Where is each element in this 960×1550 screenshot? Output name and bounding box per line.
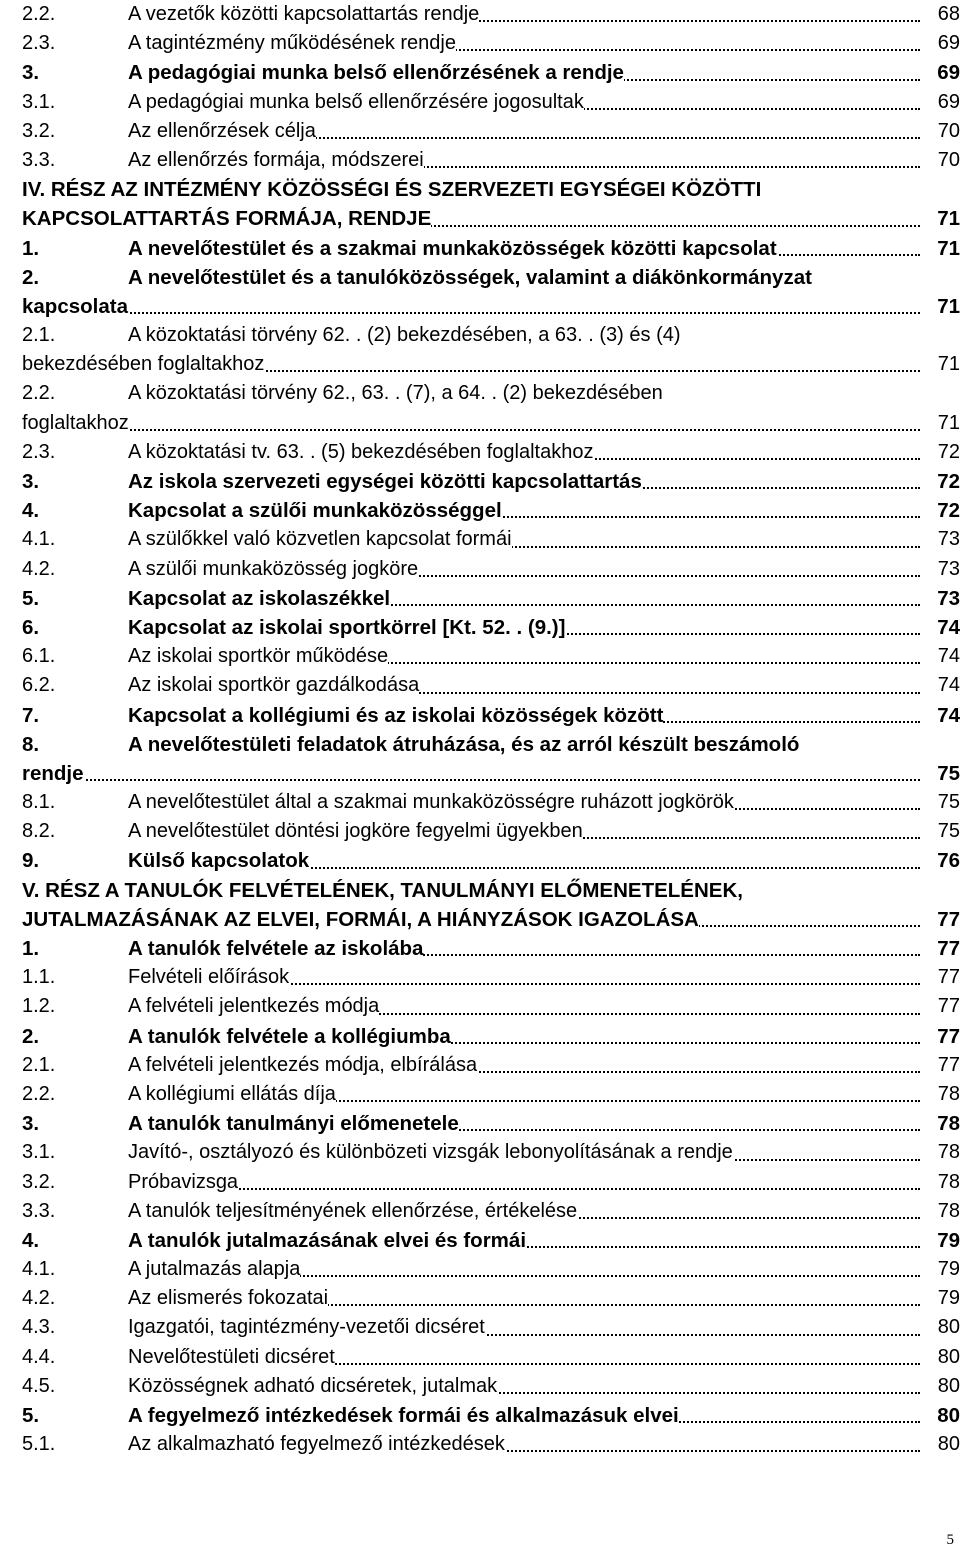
toc-entry-number: 2.2. — [22, 3, 56, 25]
toc-entry-page: 80 — [933, 1401, 960, 1430]
toc-entry[interactable] — [22, 1051, 960, 1080]
toc-entry-page: 77 — [934, 1051, 960, 1080]
toc-entry-page: 80 — [934, 1313, 960, 1342]
toc-entry-title-box — [128, 1138, 960, 1167]
toc-entry-page: 79 — [934, 1284, 960, 1313]
toc-entry-title-box — [128, 1401, 960, 1430]
toc-entry-title: A tanulók tanulmányi előmenetele — [128, 1112, 459, 1136]
toc-entry[interactable] — [22, 29, 960, 58]
toc-entry-page: 80 — [934, 1372, 960, 1401]
toc-entry-number: 3.1. — [22, 90, 56, 113]
toc-entry-title: A jutalmazás alapja — [128, 1258, 301, 1281]
toc-entry-title: Felvételi előírások — [128, 966, 290, 989]
toc-entry-number: 8.2. — [22, 820, 56, 843]
toc-entry-title: Az ellenőrzés formája, módszerei — [128, 148, 424, 171]
toc-entry[interactable] — [22, 1138, 960, 1167]
toc-entry-title: Igazgatói, tagintézmény-vezetői dicséret — [128, 1316, 485, 1339]
toc-entry-number: 4.1. — [22, 528, 56, 551]
toc-entry-title-box — [128, 846, 960, 875]
toc-entry-page: 73 — [934, 525, 960, 554]
toc-entry-title: A tanulók felvétele a kollégiumba — [128, 1024, 451, 1048]
toc-entry-title-box — [128, 1343, 960, 1372]
toc-entry[interactable] — [22, 992, 960, 1021]
toc-entry-title: rendje — [22, 761, 84, 785]
toc-entry[interactable] — [22, 1430, 960, 1459]
toc-entry-title: A tanulók felvétele az iskolába — [128, 937, 424, 960]
toc-entry-title: Kapcsolat az iskolai sportkörrel [Kt. 52. . (9.)] — [128, 615, 566, 639]
toc-entry-page: 78 — [934, 1080, 960, 1109]
toc-entry-title-box — [128, 1168, 960, 1197]
toc-entry[interactable] — [22, 146, 960, 175]
toc-entry-title: A pedagógiai munka belső ellenőrzésére jogosultak — [128, 90, 584, 113]
toc-entry-title: A fegyelmező intézkedések formái és alkalmazásuk elvei — [128, 1404, 679, 1427]
toc-entry-title-box — [128, 58, 960, 87]
toc-entry[interactable] — [22, 409, 960, 438]
toc-entry-number: 4.4. — [22, 1345, 56, 1368]
toc-entry-page: 74 — [934, 642, 960, 671]
toc-entry-title: V. RÉSZ A TANULÓK FELVÉTELÉNEK, TANULMÁNYI ELŐMENETELÉNEK, — [22, 878, 743, 902]
toc-entry-title-box — [128, 1255, 960, 1284]
toc-entry-title: A közoktatási tv. 63. . (5) bekezdésében foglaltakhoz — [128, 440, 594, 463]
toc-entry-title: Az iskolai sportkör működése — [128, 645, 389, 668]
toc-entry-page: 77 — [934, 992, 960, 1021]
toc-entry-page: 71 — [933, 204, 960, 233]
toc-entry-title-box — [128, 1080, 960, 1109]
toc-entry-title-box — [128, 701, 960, 730]
toc-entry-number: 5.1. — [22, 1433, 56, 1456]
toc-entry-number: 3.3. — [22, 148, 56, 171]
toc-entry-number: 1. — [22, 937, 40, 960]
dot-leader — [128, 1188, 920, 1190]
toc-entry[interactable] — [22, 292, 960, 321]
toc-entry-page: 78 — [934, 1197, 960, 1226]
toc-entry-title: Az alkalmazható fegyelmező intézkedések — [128, 1433, 505, 1456]
toc-entry[interactable] — [22, 905, 960, 934]
toc-entry-page: 70 — [934, 117, 960, 146]
toc-entry-number: 4.1. — [22, 1258, 56, 1281]
toc-entry-title: A közoktatási törvény 62., 63. . (7), a 64. . (2) bekezdésében — [128, 382, 663, 405]
toc-entry-page: 69 — [934, 88, 960, 117]
toc-entry-title-box — [128, 88, 960, 117]
toc-entry[interactable] — [22, 584, 960, 613]
toc-entry[interactable] — [22, 496, 960, 525]
toc-entry-title: foglaltakhoz — [22, 411, 129, 434]
toc-entry-page: 77 — [933, 1022, 960, 1051]
toc-entry-number: 3. — [22, 1112, 40, 1136]
toc-entry-page: 71 — [933, 234, 960, 263]
toc-entry-title-box — [128, 146, 960, 175]
toc-entry[interactable] — [22, 1168, 960, 1197]
toc-entry-number: 2.1. — [22, 1053, 56, 1076]
toc-entry-title: Az iskolai sportkör gazdálkodása — [128, 674, 420, 697]
toc-entry-title-box — [128, 467, 960, 496]
toc-entry-title: Az iskola szervezeti egységei közötti kapcsolattartás — [128, 470, 642, 493]
toc-entry[interactable] — [22, 671, 960, 700]
toc-entry-number: 3.1. — [22, 1141, 56, 1164]
toc-entry-title: Kapcsolat a kollégiumi és az iskolai közösségek között — [128, 703, 664, 727]
toc-entry-title: A nevelőtestület által a szakmai munkaközösségre ruházott jogkörök — [128, 791, 734, 814]
toc-entry[interactable] — [22, 963, 960, 992]
toc-entry[interactable] — [22, 642, 960, 671]
toc-entry-number: 3. — [22, 470, 40, 493]
dot-leader — [22, 312, 920, 314]
toc-entry[interactable] — [22, 846, 960, 875]
toc-entry-number: 2.3. — [22, 440, 56, 463]
toc-entry[interactable] — [22, 58, 960, 87]
toc-entry-number: 6. — [22, 615, 40, 639]
toc-entry-number: 4. — [22, 1228, 40, 1252]
toc-entry-page: 70 — [934, 146, 960, 175]
toc-entry[interactable] — [22, 701, 960, 730]
table-of-contents — [22, 0, 960, 1459]
toc-entry-title: A nevelőtestület döntési jogköre fegyelmi ügyekben — [128, 820, 583, 843]
toc-entry-title: A nevelőtestület és a tanulóközösségek, valamint a diákönkormányzat — [128, 265, 812, 289]
toc-entry-number: 4.3. — [22, 1316, 56, 1339]
toc-entry-number: 2.1. — [22, 324, 56, 347]
toc-entry-title-box — [128, 321, 960, 350]
toc-entry[interactable] — [22, 1226, 960, 1255]
toc-entry-number: 3.2. — [22, 119, 56, 142]
toc-entry-title: IV. RÉSZ AZ INTÉZMÉNY KÖZÖSSÉGI ÉS SZERVEZETI EGYSÉGEI KÖZÖTTI — [22, 178, 762, 202]
toc-entry-title: A felvételi jelentkezés módja — [128, 995, 380, 1018]
toc-entry-title: kapcsolata — [22, 294, 128, 318]
toc-entry[interactable] — [22, 0, 960, 29]
toc-entry[interactable] — [22, 263, 960, 292]
toc-entry-title-box — [22, 876, 960, 905]
toc-entry-number: 6.2. — [22, 674, 56, 697]
toc-entry-page: 78 — [933, 1109, 960, 1138]
toc-entry-title-box — [128, 0, 960, 29]
toc-entry-title-box — [128, 934, 960, 963]
toc-entry-page: 68 — [934, 0, 960, 29]
toc-entry[interactable] — [22, 175, 960, 204]
toc-entry[interactable] — [22, 817, 960, 846]
toc-entry-title-box — [128, 1022, 960, 1051]
toc-entry-title: Próbavizsga — [128, 1170, 239, 1193]
toc-entry-page: 69 — [934, 29, 960, 58]
toc-entry-title-box — [22, 759, 960, 788]
toc-entry-page: 69 — [933, 58, 960, 87]
toc-entry-title-box — [128, 642, 960, 671]
toc-entry-page: 78 — [934, 1168, 960, 1197]
toc-entry-title-box — [128, 817, 960, 846]
toc-entry[interactable] — [22, 1255, 960, 1284]
toc-entry-title-box — [22, 409, 960, 438]
toc-entry[interactable] — [22, 1284, 960, 1313]
toc-entry-title: A tanulók jutalmazásának elvei és formái — [128, 1228, 527, 1252]
toc-entry-title-box — [128, 438, 960, 467]
toc-entry[interactable] — [22, 1109, 960, 1138]
toc-entry-title: KAPCSOLATTARTÁS FORMÁJA, RENDJE — [22, 207, 432, 231]
toc-entry[interactable] — [22, 117, 960, 146]
toc-entry-title-box — [128, 1313, 960, 1342]
toc-entry-page: 80 — [934, 1430, 960, 1459]
toc-entry-page: 72 — [933, 496, 960, 525]
toc-entry-title: A kollégiumi ellátás díja — [128, 1082, 336, 1105]
toc-entry-page: 80 — [934, 1343, 960, 1372]
toc-entry-number: 2.2. — [22, 1082, 56, 1105]
toc-entry-title: A nevelőtestületi feladatok átruházása, és az arról készült beszámoló — [128, 732, 800, 756]
toc-entry-title-box — [22, 905, 960, 934]
toc-entry-page: 78 — [934, 1138, 960, 1167]
toc-entry-number: 1.1. — [22, 966, 56, 989]
toc-entry-page: 76 — [933, 846, 960, 875]
toc-entry-title: A nevelőtestület és a szakmai munkaközösségek közötti kapcsolat — [128, 236, 777, 260]
toc-entry-title-box — [128, 1226, 960, 1255]
toc-entry-title: bekezdésében foglaltakhoz — [22, 353, 265, 376]
toc-entry-page: 79 — [933, 1226, 960, 1255]
toc-entry[interactable] — [22, 321, 960, 350]
toc-entry-page: 73 — [934, 555, 960, 584]
toc-entry-number: 8. — [22, 732, 40, 756]
toc-entry-page: 71 — [934, 409, 960, 438]
toc-entry-page: 77 — [934, 963, 960, 992]
toc-entry-number: 1. — [22, 236, 40, 260]
toc-entry-title-box — [128, 263, 960, 292]
toc-entry-page: 74 — [934, 671, 960, 700]
toc-entry-title-box — [22, 292, 960, 321]
toc-entry-number: 4. — [22, 499, 40, 523]
toc-entry-title: A vezetők közötti kapcsolattartás rendje — [128, 3, 480, 25]
toc-entry-title-box — [128, 1284, 960, 1313]
toc-entry-title-box — [128, 379, 960, 408]
toc-entry-title-box — [128, 496, 960, 525]
toc-entry-number: 6.1. — [22, 645, 56, 668]
toc-entry-title: Az elismerés fokozatai — [128, 1287, 329, 1310]
toc-entry-title-box — [128, 525, 960, 554]
toc-entry-page: 72 — [933, 467, 960, 496]
toc-entry-title-box — [128, 963, 960, 992]
toc-entry-number: 1.2. — [22, 995, 56, 1018]
toc-entry-number: 4.5. — [22, 1374, 56, 1397]
toc-entry[interactable] — [22, 1343, 960, 1372]
toc-entry-title: A szülői munkaközösség jogköre — [128, 557, 419, 580]
toc-entry[interactable] — [22, 438, 960, 467]
toc-entry-title-box — [128, 117, 960, 146]
toc-entry-title-box — [128, 1109, 960, 1138]
dot-leader — [22, 779, 920, 781]
toc-entry[interactable] — [22, 88, 960, 117]
toc-entry-title-box — [128, 1430, 960, 1459]
toc-entry-title: A tanulók teljesítményének ellenőrzése, értékelése — [128, 1199, 578, 1222]
toc-entry-number: 2.2. — [22, 382, 56, 405]
toc-entry[interactable] — [22, 379, 960, 408]
toc-entry-number: 3.3. — [22, 1199, 56, 1222]
toc-entry-page: 75 — [934, 788, 960, 817]
toc-entry[interactable] — [22, 613, 960, 642]
toc-entry[interactable] — [22, 934, 960, 963]
toc-entry-title: Külső kapcsolatok — [128, 849, 310, 873]
toc-entry-title-box — [22, 175, 960, 204]
toc-entry-number: 8.1. — [22, 791, 56, 814]
toc-entry-title: Javító-, osztályozó és különbözeti vizsgák lebonyolításának a rendje — [128, 1141, 733, 1164]
toc-entry-title: Kapcsolat az iskolaszékkel — [128, 586, 391, 610]
toc-entry-title-box — [128, 613, 960, 642]
toc-entry-title: A közoktatási törvény 62. . (2) bekezdésében, a 63. . (3) és (4) — [128, 324, 681, 347]
toc-entry-title: A pedagógiai munka belső ellenőrzésének a rendje — [128, 61, 624, 85]
toc-entry-title: Az ellenőrzések célja — [128, 119, 316, 142]
toc-entry[interactable] — [22, 1313, 960, 1342]
toc-entry[interactable] — [22, 1372, 960, 1401]
toc-entry-title-box — [128, 671, 960, 700]
toc-entry-page: 75 — [934, 817, 960, 846]
toc-entry-title: Kapcsolat a szülői munkaközösséggel — [128, 499, 502, 523]
toc-entry-title-box — [128, 555, 960, 584]
toc-entry-page: 73 — [933, 584, 960, 613]
toc-entry-number: 2. — [22, 265, 40, 289]
toc-entry-title: Nevelőtestületi dicséret — [128, 1345, 335, 1368]
toc-entry[interactable] — [22, 350, 960, 379]
toc-entry-title-box — [22, 204, 960, 233]
toc-entry[interactable] — [22, 730, 960, 759]
toc-entry-title: A felvételi jelentkezés módja, elbírálása — [128, 1053, 478, 1076]
toc-entry-title-box — [128, 992, 960, 1021]
toc-entry[interactable] — [22, 467, 960, 496]
toc-entry-title-box — [128, 788, 960, 817]
toc-entry-page: 71 — [934, 350, 960, 379]
toc-entry-number: 4.2. — [22, 1287, 56, 1310]
toc-entry-title-box — [128, 1051, 960, 1080]
toc-entry-number: 9. — [22, 849, 40, 873]
toc-entry[interactable] — [22, 759, 960, 788]
dot-leader — [22, 429, 920, 431]
toc-entry-page: 75 — [933, 759, 960, 788]
toc-entry-title: A szülőkkel való közvetlen kapcsolat formái — [128, 528, 512, 551]
toc-entry[interactable] — [22, 1022, 960, 1051]
toc-entry-page: 71 — [933, 292, 960, 321]
toc-entry-title-box — [128, 234, 960, 263]
toc-entry-page: 79 — [934, 1255, 960, 1284]
toc-entry[interactable] — [22, 876, 960, 905]
toc-entry[interactable] — [22, 1401, 960, 1430]
toc-entry[interactable] — [22, 1080, 960, 1109]
toc-entry-page: 74 — [933, 613, 960, 642]
toc-entry-title: JUTALMAZÁSÁNAK AZ ELVEI, FORMÁI, A HIÁNYZÁSOK IGAZOLÁSA — [22, 907, 699, 931]
toc-entry-title-box — [128, 584, 960, 613]
toc-entry-number: 3. — [22, 61, 40, 85]
toc-entry-number: 2. — [22, 1024, 40, 1048]
toc-entry-title-box — [22, 350, 960, 379]
toc-entry-title-box — [128, 730, 960, 759]
toc-entry-number: 5. — [22, 1404, 40, 1427]
toc-entry[interactable] — [22, 788, 960, 817]
toc-entry-page: 72 — [934, 438, 960, 467]
toc-entry[interactable] — [22, 1197, 960, 1226]
toc-entry-number: 3.2. — [22, 1170, 56, 1193]
toc-entry[interactable] — [22, 555, 960, 584]
toc-entry[interactable] — [22, 234, 960, 263]
toc-entry-page: 77 — [933, 934, 960, 963]
toc-entry-number: 4.2. — [22, 557, 56, 580]
toc-entry[interactable] — [22, 525, 960, 554]
page-number: 5 — [946, 1532, 954, 1548]
toc-entry-title-box — [128, 29, 960, 58]
toc-entry-page: 74 — [933, 701, 960, 730]
toc-entry-number: 5. — [22, 586, 40, 610]
toc-entry-number: 2.3. — [22, 32, 56, 55]
toc-entry-title: A tagintézmény működésének rendje — [128, 32, 456, 55]
toc-entry-page: 77 — [933, 905, 960, 934]
toc-entry-number: 7. — [22, 703, 40, 727]
toc-entry-title-box — [128, 1372, 960, 1401]
toc-entry[interactable] — [22, 204, 960, 233]
toc-entry-title-box — [128, 1197, 960, 1226]
toc-entry-title: Közösségnek adható dicséretek, jutalmak — [128, 1374, 498, 1397]
